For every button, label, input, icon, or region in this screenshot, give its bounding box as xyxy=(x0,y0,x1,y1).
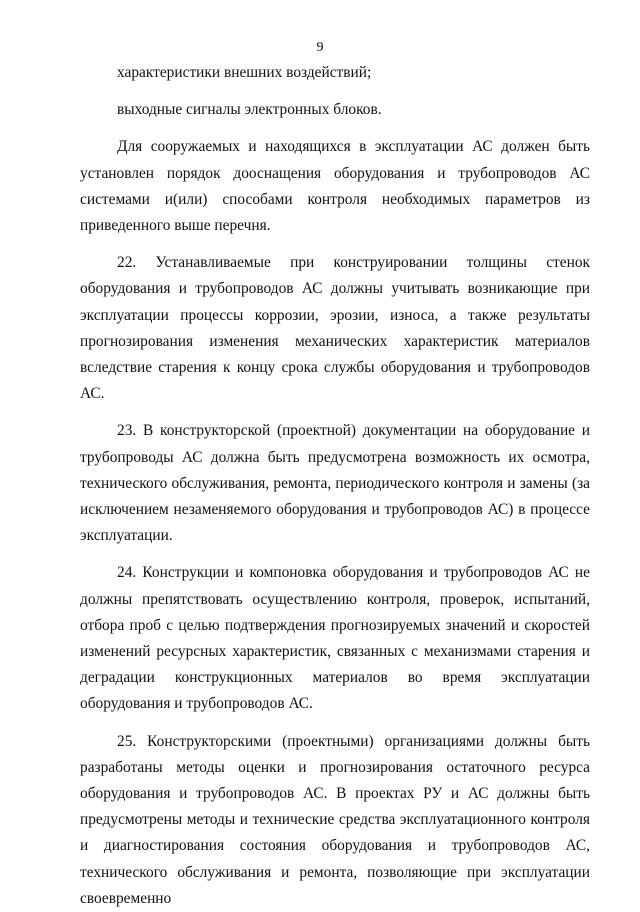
page-number: 9 xyxy=(316,40,324,55)
document-body xyxy=(80,60,590,912)
paragraph-25: 25. Конструкторскими (проектными) организациями должны быть разработаны методы оценки и прогнозирования остаточного ресурса оборудования и трубопроводов АС. В проектах РУ и АС должны быть предусмотрены методы и технические средства эксплуатационного контроля и диагностирования состояния оборудования и трубопроводов АС, технического обслуживания и ремонта, позволяющие при эксплуатации своевременно xyxy=(80,732,590,907)
paragraph-22: 22. Устанавливаемые при конструировании толщины стенок оборудования и трубопроводов АС должны учитывать возникающие при эксплуатации процессы коррозии, эрозии, износа, а также результаты прогнозирования изменения механических характеристик материалов вследствие старения к концу срока службы оборудования и трубопроводов АС. xyxy=(80,254,590,403)
paragraph-retrofit-order: Для сооружаемых и находящихся в эксплуатации АС должен быть установлен порядок дооснащения оборудования и трубопроводов АС системами и(или) способами контроля необходимых параметров из приведенного выше перечня. xyxy=(80,138,590,235)
paragraph-23: 23. В конструкторской (проектной) документации на оборудование и трубопроводы АС должна быть предусмотрена возможность их осмотра, технического обслуживания, ремонта, периодического контроля и замены (за исключением незаменяемого оборудования и трубопроводов АС) в процессе эксплуатации. xyxy=(80,422,590,545)
list-item-external-impacts: характеристики внешних воздействий; xyxy=(117,64,372,81)
list-item-output-signals: выходные сигналы электронных блоков. xyxy=(117,101,382,119)
paragraph-24: 24. Конструкции и компоновка оборудования и трубопроводов АС не должны препятствовать осуществлению контроля, проверок, испытаний, отбора проб с целью подтверждения прогнозируемых значений и скоростей изменений ресурсных характеристик, связанных с механизмами старения и деградации конструкционных материалов во время эксплуатации оборудования и трубопроводов АС. xyxy=(80,564,590,713)
